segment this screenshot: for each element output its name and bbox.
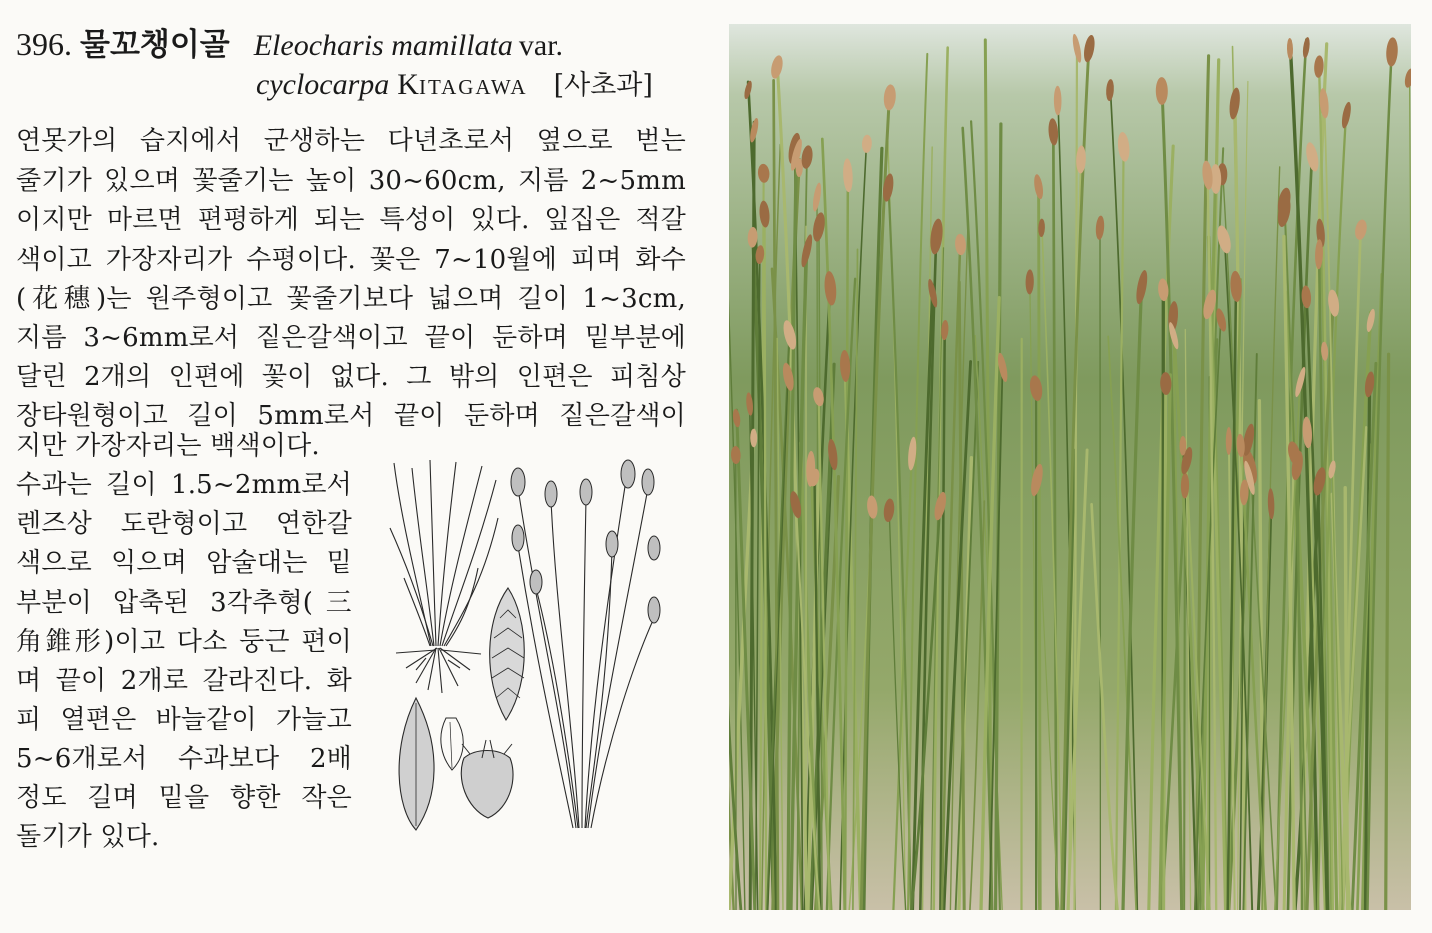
description-line: 줄기가 있으며 꽃줄기는 높이 30~60cm, 지름 2~5mm bbox=[16, 166, 686, 196]
entry-number: 396. bbox=[16, 26, 72, 62]
description-line: 지만 가장자리는 백색이다. bbox=[16, 431, 320, 461]
author-small-caps: ITAGAWA bbox=[418, 75, 528, 99]
description-line: 색으로 익으며 암술대는 밑 bbox=[16, 548, 352, 578]
korean-name: 물꼬챙이골 bbox=[80, 27, 230, 63]
description-line: (花穗)는 원주형이고 꽃줄기보다 넓으며 길이 1~3cm, bbox=[16, 284, 686, 314]
description-line: 달린 2개의 인편에 꽃이 없다. 그 밖의 인편은 피침상 bbox=[16, 362, 686, 392]
description-line: 피 열편은 바늘같이 가늘고 bbox=[16, 705, 352, 735]
scientific-name-variety: cyclocarpa bbox=[256, 68, 390, 101]
grass-stem bbox=[1039, 179, 1041, 910]
description-line: 수과는 길이 1.5~2mm로서 bbox=[16, 470, 352, 500]
scientific-name-genus-species: Eleocharis mamillata bbox=[253, 29, 513, 62]
entry-subtitle-line bbox=[256, 66, 653, 105]
description-line: 며 끝이 2개로 갈라진다. 화 bbox=[16, 666, 352, 696]
author-initial: K bbox=[397, 68, 419, 101]
description-line: 부분이 압축된 3각추형(三 bbox=[16, 588, 352, 618]
sedge-field-photo bbox=[729, 24, 1411, 910]
description-line: 角錐形)이고 다소 둥근 편이 bbox=[16, 627, 352, 657]
variety-label: var. bbox=[518, 29, 564, 62]
author-name bbox=[397, 68, 527, 101]
botanical-illustration bbox=[386, 458, 672, 838]
grass-stem bbox=[765, 206, 767, 910]
entry-title-line bbox=[16, 26, 563, 64]
description-line: 돌기가 있다. bbox=[16, 822, 160, 852]
description-line: 정도 길며 밑을 향한 작은 bbox=[16, 783, 352, 813]
description-line: 색이고 가장자리가 수평이다. 꽃은 7~10월에 피며 화수 bbox=[16, 245, 686, 275]
description-line: 이지만 마르면 편평하게 되는 특성이 있다. 잎집은 적갈 bbox=[16, 205, 686, 235]
description-line: 지름 3~6mm로서 짙은갈색이고 끝이 둔하며 밑부분에 bbox=[16, 323, 686, 353]
family-name: [사초과] bbox=[553, 70, 653, 101]
description-line: 장타원형이고 길이 5mm로서 끝이 둔하며 짙은갈색이 bbox=[16, 401, 686, 431]
description-line: 5~6개로서 수과보다 2배 bbox=[16, 744, 352, 774]
description-line: 렌즈상 도란형이고 연한갈 bbox=[16, 509, 352, 539]
description-line: 연못가의 습지에서 군생하는 다년초로서 옆으로 벋는 bbox=[16, 126, 686, 156]
